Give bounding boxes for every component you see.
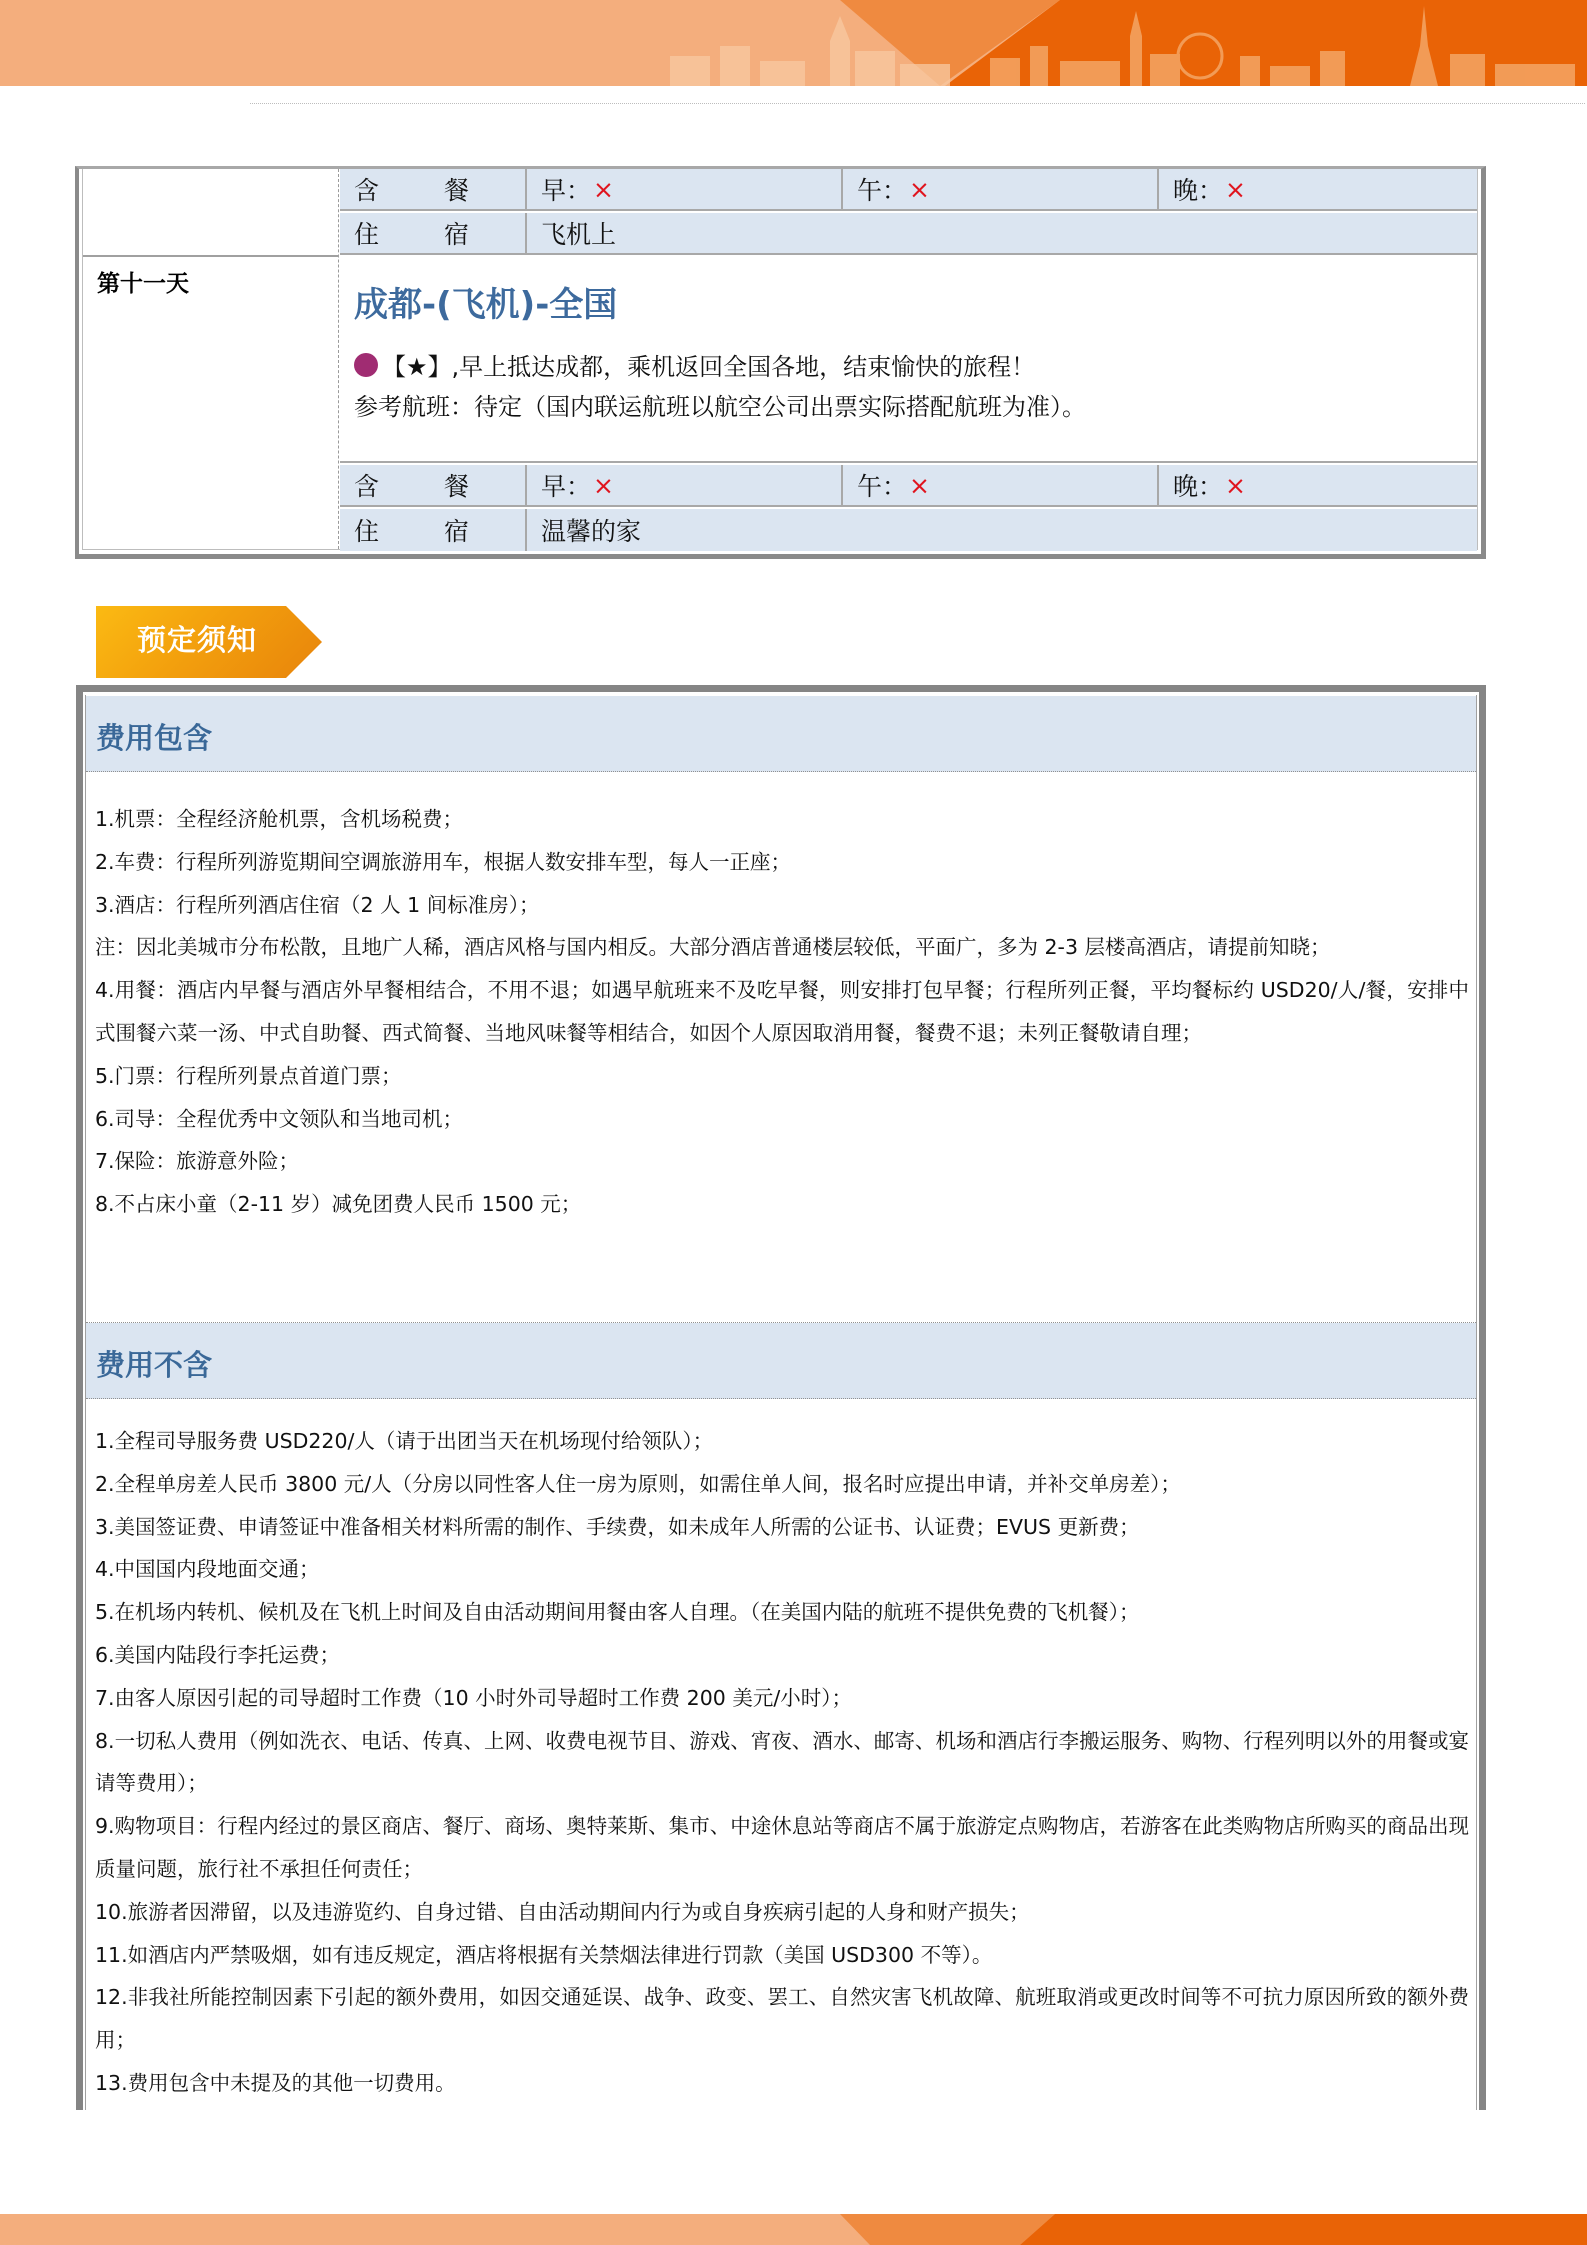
list-item: 7.由客人原因引起的司导超时工作费（10 小时外司导超时工作费 200 美元/小时）；: [95, 1685, 852, 1710]
cross-icon: ×: [909, 470, 930, 500]
booking-notes-box: [76, 685, 1486, 2110]
list-item: 注：因北美城市分布松散，且地广人稀，酒店风格与国内相反。大部分酒店普通楼层较低，平面广，多为 2-3 层楼高酒店，请提前知晓；: [95, 935, 1331, 960]
booking-notes-tag: [96, 606, 322, 678]
cross-icon: ×: [593, 174, 614, 204]
lodging-label: 住 宿: [340, 213, 527, 253]
lunch-label: 午：: [857, 472, 908, 501]
list-item: 2.车费：行程所列游览期间空调旅游用车，根据人数安排车型，每人一正座；: [95, 849, 792, 874]
list-item: 1.机票：全程经济舱机票，含机场税费；: [95, 807, 464, 831]
section-title-excluded: 费用不含: [96, 1348, 213, 1382]
section-header-excluded: [86, 1323, 1476, 1399]
list-item: 3.美国签证费、申请签证中准备相关材料所需的制作、手续费，如未成年人所需的公证书、认证费；EVUS 更新费；: [95, 1514, 1140, 1539]
list-item: 2.全程单房差人民币 3800 元/人（分房以同性客人住一房为原则，如需住单人间，报名时应提出申请，并补交单房差）；: [95, 1471, 1181, 1496]
day-lodging-row: [340, 509, 1477, 551]
dinner-label: 晚：: [1173, 176, 1224, 205]
itinerary-inner: [82, 169, 1478, 550]
meals-label: 含 餐: [340, 465, 527, 505]
bullet-dot-icon: [354, 353, 378, 377]
itinerary-table: [75, 166, 1486, 559]
section-header-included: [86, 696, 1476, 772]
list-item: 4.中国国内段地面交通；: [95, 1557, 320, 1582]
day-column: [83, 169, 339, 549]
day-meals-row: [340, 465, 1477, 507]
footer-dark-shape: [0, 2214, 1587, 2245]
lodging-value: 飞机上: [541, 220, 617, 249]
day-activity-text: 【★】,早上抵达成都，乘机返回全国各地，结束愉快的旅程！: [382, 353, 1036, 381]
lodging-label: 住 宿: [340, 509, 527, 551]
list-item: 11.如酒店内严禁吸烟，如有违反规定，酒店将根据有关禁烟法律进行罚款（美国 USD300 不等）。: [95, 1942, 993, 1967]
list-item: 9.购物项目：行程内经过的景区商店、餐厅、商场、奥特莱斯、集市、中途休息站等商店不属于旅游定点购物店，若游客在此类购物店所购买的商品出现质量问题，旅行社不承担任何责任；: [95, 1814, 1469, 1881]
day-description: [340, 257, 1477, 463]
header-rule: [250, 103, 1585, 104]
day-flight-note: 参考航班：待定（国内联运航班以航空公司出票实际搭配航班为准）。: [354, 393, 1086, 421]
meals-label: 含 餐: [340, 169, 527, 209]
dinner-cell: [1159, 169, 1477, 209]
list-item: 1.全程司导服务费 USD220/人（请于出团当天在机场现付给领队）；: [95, 1429, 714, 1453]
list-item: 12.非我社所能控制因素下引起的额外费用，如因交通延误、战争、政变、罢工、自然灾害飞机故障、航班取消或更改时间等不可抗力原因所致的额外费用；: [95, 1985, 1469, 2053]
included-list: [95, 798, 1469, 1226]
lodging-value: 温馨的家: [541, 517, 642, 546]
list-item: 8.一切私人费用（例如洗衣、电话、传真、上网、收费电视节目、游戏、宵夜、酒水、邮寄、机场和酒店行李搬运服务、购物、行程列明以外的用餐或宴请等费用）；: [95, 1728, 1469, 1796]
prev-meals-row: [340, 169, 1477, 211]
list-item: 6.美国内陆段行李托运费；: [95, 1642, 341, 1667]
list-item: 5.门票：行程所列景点首道门票；: [95, 1063, 402, 1088]
header-banner: [0, 0, 1587, 86]
cross-icon: ×: [909, 174, 930, 204]
lunch-cell: [843, 169, 1159, 209]
day-route-title: 成都-(飞机)-全国: [354, 285, 618, 325]
prev-lodging-row: [340, 213, 1477, 255]
day-label: 第十一天: [97, 271, 189, 297]
list-item: 10.旅游者因滞留，以及违游览约、自身过错、自由活动期间内行为或自身疾病引起的人身和财产损失；: [95, 1899, 1030, 1924]
footer-banner: [0, 2214, 1587, 2245]
dinner-cell: [1159, 465, 1477, 505]
list-item: 3.酒店：行程所列酒店住宿（2 人 1 间标准房）；: [95, 892, 540, 917]
lunch-cell: [843, 465, 1159, 505]
excluded-list: [95, 1420, 1469, 2105]
breakfast-cell: [527, 465, 843, 505]
cross-icon: ×: [593, 470, 614, 500]
list-item: 4.用餐：酒店内早餐与酒店外早餐相结合，不用不退；如遇早航班来不及吃早餐，则安排打包早餐；行程所列正餐，平均餐标约 USD20/人/餐，安排中式围餐六菜一汤、中式自助餐、西式简餐、当地风味餐等相结合，如因个人原因取消用餐，餐费不退；未列正餐敬请自理；: [95, 978, 1469, 1045]
list-item: 8.不占床小童（2-11 岁）减免团费人民币 1500 元；: [95, 1192, 582, 1217]
breakfast-label: 早：: [541, 176, 592, 205]
breakfast-label: 早：: [541, 472, 592, 501]
section-title-included: 费用包含: [96, 721, 213, 755]
list-item: 5.在机场内转机、候机及在飞机上时间及自由活动期间用餐由客人自理。（在美国内陆的航班不提供免费的飞机餐）；: [95, 1600, 1140, 1625]
list-item: 6.司导：全程优秀中文领队和当地司机；: [95, 1106, 464, 1131]
list-item: 13.费用包含中未提及的其他一切费用。: [95, 2070, 456, 2095]
day-activity: [354, 347, 1035, 382]
cross-icon: ×: [1225, 174, 1246, 204]
lunch-label: 午：: [857, 176, 908, 205]
day-separator: [83, 255, 339, 257]
dinner-label: 晚：: [1173, 472, 1224, 501]
list-item: 7.保险：旅游意外险；: [95, 1149, 300, 1174]
city-skyline-icon: [650, 6, 1587, 86]
tag-label: 预定须知: [137, 623, 258, 657]
breakfast-cell: [527, 169, 843, 209]
cross-icon: ×: [1225, 470, 1246, 500]
